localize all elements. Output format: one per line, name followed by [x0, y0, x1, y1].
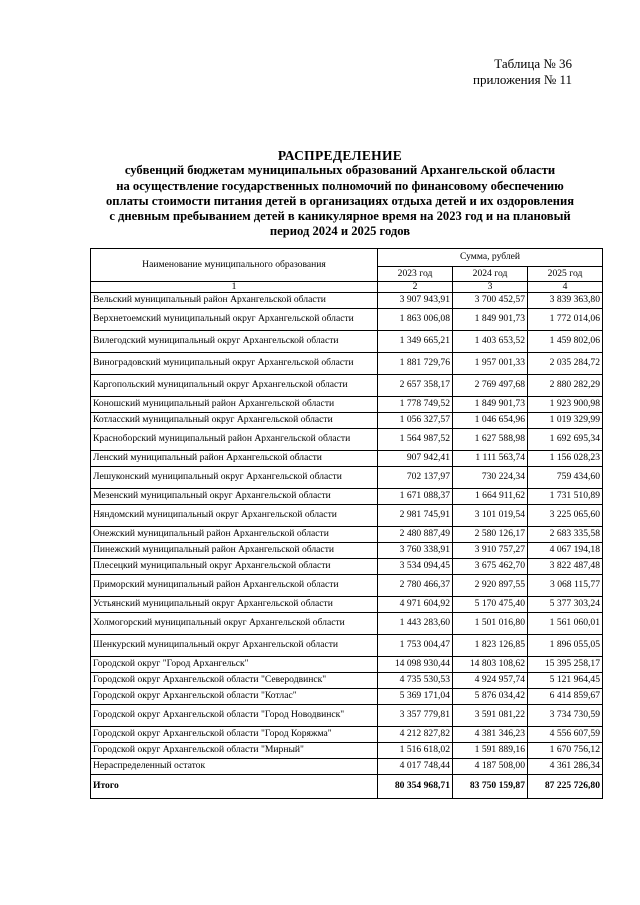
- column-number: 3: [453, 282, 528, 293]
- total-2024: 83 750 159,87: [453, 775, 528, 799]
- table-body: [91, 293, 603, 775]
- municipality-name: Пинежский муниципальный район Архангельской области: [91, 543, 378, 559]
- total-2023: 80 354 968,71: [378, 775, 453, 799]
- amount-2025: 1 692 695,34: [528, 429, 603, 451]
- amount-2023: 3 534 094,45: [378, 559, 453, 575]
- amount-2025: 6 414 859,67: [528, 689, 603, 705]
- amount-2023: 3 357 779,81: [378, 705, 453, 727]
- total-2025: 87 225 726,80: [528, 775, 603, 799]
- table-row: [91, 673, 603, 689]
- amount-2025: 2 880 282,29: [528, 375, 603, 397]
- municipality-name: Няндомский муниципальный округ Архангельской области: [91, 505, 378, 527]
- amount-2023: 1 349 665,21: [378, 331, 453, 353]
- amount-2023: 2 480 887,49: [378, 527, 453, 543]
- amount-2025: 3 839 363,80: [528, 293, 603, 309]
- amount-2024: 3 910 757,27: [453, 543, 528, 559]
- municipality-name: Городской округ Архангельской области "Город Новодвинск": [91, 705, 378, 727]
- municipality-name: Приморский муниципальный район Архангельской области: [91, 575, 378, 597]
- amount-2024: 730 224,34: [453, 467, 528, 489]
- title-line: субвенций бюджетам муниципальных образований Архангельской области: [124, 163, 556, 178]
- amount-2024: 1 403 653,52: [453, 331, 528, 353]
- amount-2023: 3 907 943,91: [378, 293, 453, 309]
- table-row: [91, 759, 603, 775]
- amount-2024: 1 849 901,73: [453, 309, 528, 331]
- amount-2023: 4 735 530,53: [378, 673, 453, 689]
- municipality-name: Коношский муниципальный район Архангельской области: [91, 397, 378, 413]
- municipality-name: Верхнетоемский муниципальный округ Архангельской области: [91, 309, 378, 331]
- amount-2025: 15 395 258,17: [528, 657, 603, 673]
- amount-2023: 4 017 748,44: [378, 759, 453, 775]
- amount-2024: 2 920 897,55: [453, 575, 528, 597]
- amount-2023: 1 881 729,76: [378, 353, 453, 375]
- amount-2025: 1 670 756,12: [528, 743, 603, 759]
- amount-2024: 4 187 508,00: [453, 759, 528, 775]
- table-row: [91, 353, 603, 375]
- municipality-name: Городской округ "Город Архангельск": [91, 657, 378, 673]
- municipality-name: Городской округ Архангельской области "Северодвинск": [91, 673, 378, 689]
- municipality-name: Красноборский муниципальный район Архангельской области: [91, 429, 378, 451]
- table-row: [91, 397, 603, 413]
- total-label: Итого: [91, 775, 378, 799]
- amount-2025: 1 156 028,23: [528, 451, 603, 467]
- amount-2025: 1 772 014,06: [528, 309, 603, 331]
- distribution-table: [90, 248, 603, 799]
- amount-2024: 1 111 563,74: [453, 451, 528, 467]
- table-row: [91, 451, 603, 467]
- municipality-name: Городской округ Архангельской области "Котлас": [91, 689, 378, 705]
- amount-2023: 4 971 604,92: [378, 597, 453, 613]
- amount-2024: 1 823 126,85: [453, 635, 528, 657]
- municipality-name: Шенкурский муниципальный округ Архангельской области: [91, 635, 378, 657]
- amount-2025: 1 923 900,98: [528, 397, 603, 413]
- municipality-name: Вилегодский муниципальный округ Архангельской области: [91, 331, 378, 353]
- amount-2023: 1 671 088,37: [378, 489, 453, 505]
- amount-2025: 1 019 329,99: [528, 413, 603, 429]
- year-header-2025: 2025 год: [528, 267, 603, 282]
- total-row: [91, 775, 603, 799]
- year-header-2023: 2023 год: [378, 267, 453, 282]
- amount-2025: 759 434,60: [528, 467, 603, 489]
- appendix-number: приложения № 11: [473, 72, 572, 87]
- municipality-name: Лешуконский муниципальный округ Архангельской области: [91, 467, 378, 489]
- amount-2024: 2 580 126,17: [453, 527, 528, 543]
- amount-2025: 2 683 335,58: [528, 527, 603, 543]
- amount-2024: 1 591 889,16: [453, 743, 528, 759]
- amount-2024: 3 675 462,70: [453, 559, 528, 575]
- amount-2024: 3 101 019,54: [453, 505, 528, 527]
- municipality-column-header: Наименование муниципального образования: [91, 249, 378, 282]
- amount-2023: 14 098 930,44: [378, 657, 453, 673]
- municipality-name: Онежский муниципальный район Архангельской области: [91, 527, 378, 543]
- table-row: [91, 331, 603, 353]
- municipality-name: Виноградовский муниципальный округ Архангельской области: [91, 353, 378, 375]
- amount-2024: 4 924 957,74: [453, 673, 528, 689]
- table-row: [91, 727, 603, 743]
- amount-2023: 1 863 006,08: [378, 309, 453, 331]
- amount-2024: 1 849 901,73: [453, 397, 528, 413]
- amount-2023: 702 137,97: [378, 467, 453, 489]
- municipality-name: Ленский муниципальный район Архангельской области: [91, 451, 378, 467]
- municipality-name: Холмогорский муниципальный округ Архангельской области: [91, 613, 378, 635]
- appendix-reference: [473, 56, 572, 88]
- table-row: [91, 505, 603, 527]
- table-row: [91, 467, 603, 489]
- table-row: [91, 743, 603, 759]
- amount-2023: 1 564 987,52: [378, 429, 453, 451]
- amount-2024: 1 957 001,33: [453, 353, 528, 375]
- title-line: оплаты стоимости питания детей в организациях отдыха детей и их оздоровления: [105, 193, 575, 208]
- title-line: на осуществление государственных полномочий по финансовому обеспечению: [116, 178, 564, 193]
- table-row: [91, 613, 603, 635]
- amount-2024: 5 170 475,40: [453, 597, 528, 613]
- table-row: [91, 429, 603, 451]
- amount-2025: 3 822 487,48: [528, 559, 603, 575]
- amount-2023: 1 778 749,52: [378, 397, 453, 413]
- title-heading: РАСПРЕДЕЛЕНИЕ: [277, 148, 403, 163]
- table-row: [91, 705, 603, 727]
- municipality-name: Устьянский муниципальный округ Архангельской области: [91, 597, 378, 613]
- table-row: [91, 375, 603, 397]
- amount-2024: 1 627 588,98: [453, 429, 528, 451]
- amount-2025: 2 035 284,72: [528, 353, 603, 375]
- table-row: [91, 575, 603, 597]
- amount-2025: 1 459 802,06: [528, 331, 603, 353]
- municipality-name: Вельский муниципальный район Архангельской области: [91, 293, 378, 309]
- table-row: [91, 657, 603, 673]
- year-header-2024: 2024 год: [453, 267, 528, 282]
- amount-2024: 3 700 452,57: [453, 293, 528, 309]
- amount-2025: 1 731 510,89: [528, 489, 603, 505]
- amount-2023: 3 760 338,91: [378, 543, 453, 559]
- amount-2025: 5 121 964,45: [528, 673, 603, 689]
- municipality-name: Мезенский муниципальный округ Архангельской области: [91, 489, 378, 505]
- amount-2023: 2 780 466,37: [378, 575, 453, 597]
- amount-2023: 1 443 283,60: [378, 613, 453, 635]
- amount-2024: 2 769 497,68: [453, 375, 528, 397]
- municipality-name: Городской округ Архангельской области "Мирный": [91, 743, 378, 759]
- amount-2024: 14 803 108,62: [453, 657, 528, 673]
- municipality-name: Городской округ Архангельской области "Город Коряжма": [91, 727, 378, 743]
- amount-2023: 1 516 618,02: [378, 743, 453, 759]
- amount-2024: 4 381 346,23: [453, 727, 528, 743]
- sum-header: Сумма, рублей: [378, 249, 603, 267]
- table-row: [91, 527, 603, 543]
- amount-2023: 1 753 004,47: [378, 635, 453, 657]
- document-title: [80, 148, 600, 240]
- table-row: [91, 559, 603, 575]
- amount-2025: 4 556 607,59: [528, 727, 603, 743]
- table-row: [91, 597, 603, 613]
- table-row: [91, 293, 603, 309]
- municipality-name: Котласский муниципальный округ Архангельской области: [91, 413, 378, 429]
- amount-2025: 1 561 060,01: [528, 613, 603, 635]
- column-number: 2: [378, 282, 453, 293]
- column-number: 1: [91, 282, 378, 293]
- amount-2025: 5 377 303,24: [528, 597, 603, 613]
- municipality-name: Каргопольский муниципальный округ Архангельской области: [91, 375, 378, 397]
- amount-2024: 3 591 081,22: [453, 705, 528, 727]
- amount-2024: 1 046 654,96: [453, 413, 528, 429]
- table-number: Таблица № 36: [494, 56, 572, 71]
- amount-2025: 4 067 194,18: [528, 543, 603, 559]
- amount-2023: 2 981 745,91: [378, 505, 453, 527]
- municipality-name: Плесецкий муниципальный округ Архангельской области: [91, 559, 378, 575]
- table-row: [91, 635, 603, 657]
- amount-2025: 3 734 730,59: [528, 705, 603, 727]
- municipality-name: Нераспределенный остаток: [91, 759, 378, 775]
- table-row: [91, 489, 603, 505]
- amount-2025: 4 361 286,34: [528, 759, 603, 775]
- table-row: [91, 543, 603, 559]
- column-number: 4: [528, 282, 603, 293]
- amount-2023: 5 369 171,04: [378, 689, 453, 705]
- amount-2024: 1 664 911,62: [453, 489, 528, 505]
- amount-2025: 3 225 065,60: [528, 505, 603, 527]
- amount-2025: 3 068 115,77: [528, 575, 603, 597]
- amount-2023: 2 657 358,17: [378, 375, 453, 397]
- amount-2023: 1 056 327,57: [378, 413, 453, 429]
- amount-2024: 5 876 034,42: [453, 689, 528, 705]
- table-row: [91, 689, 603, 705]
- title-line: с дневным пребыванием детей в каникулярное время на 2023 год и на плановый: [109, 209, 571, 224]
- amount-2023: 907 942,41: [378, 451, 453, 467]
- amount-2025: 1 896 055,05: [528, 635, 603, 657]
- amount-2024: 1 501 016,80: [453, 613, 528, 635]
- amount-2023: 4 212 827,82: [378, 727, 453, 743]
- title-line: период 2024 и 2025 годов: [269, 224, 411, 239]
- table-row: [91, 413, 603, 429]
- table-row: [91, 309, 603, 331]
